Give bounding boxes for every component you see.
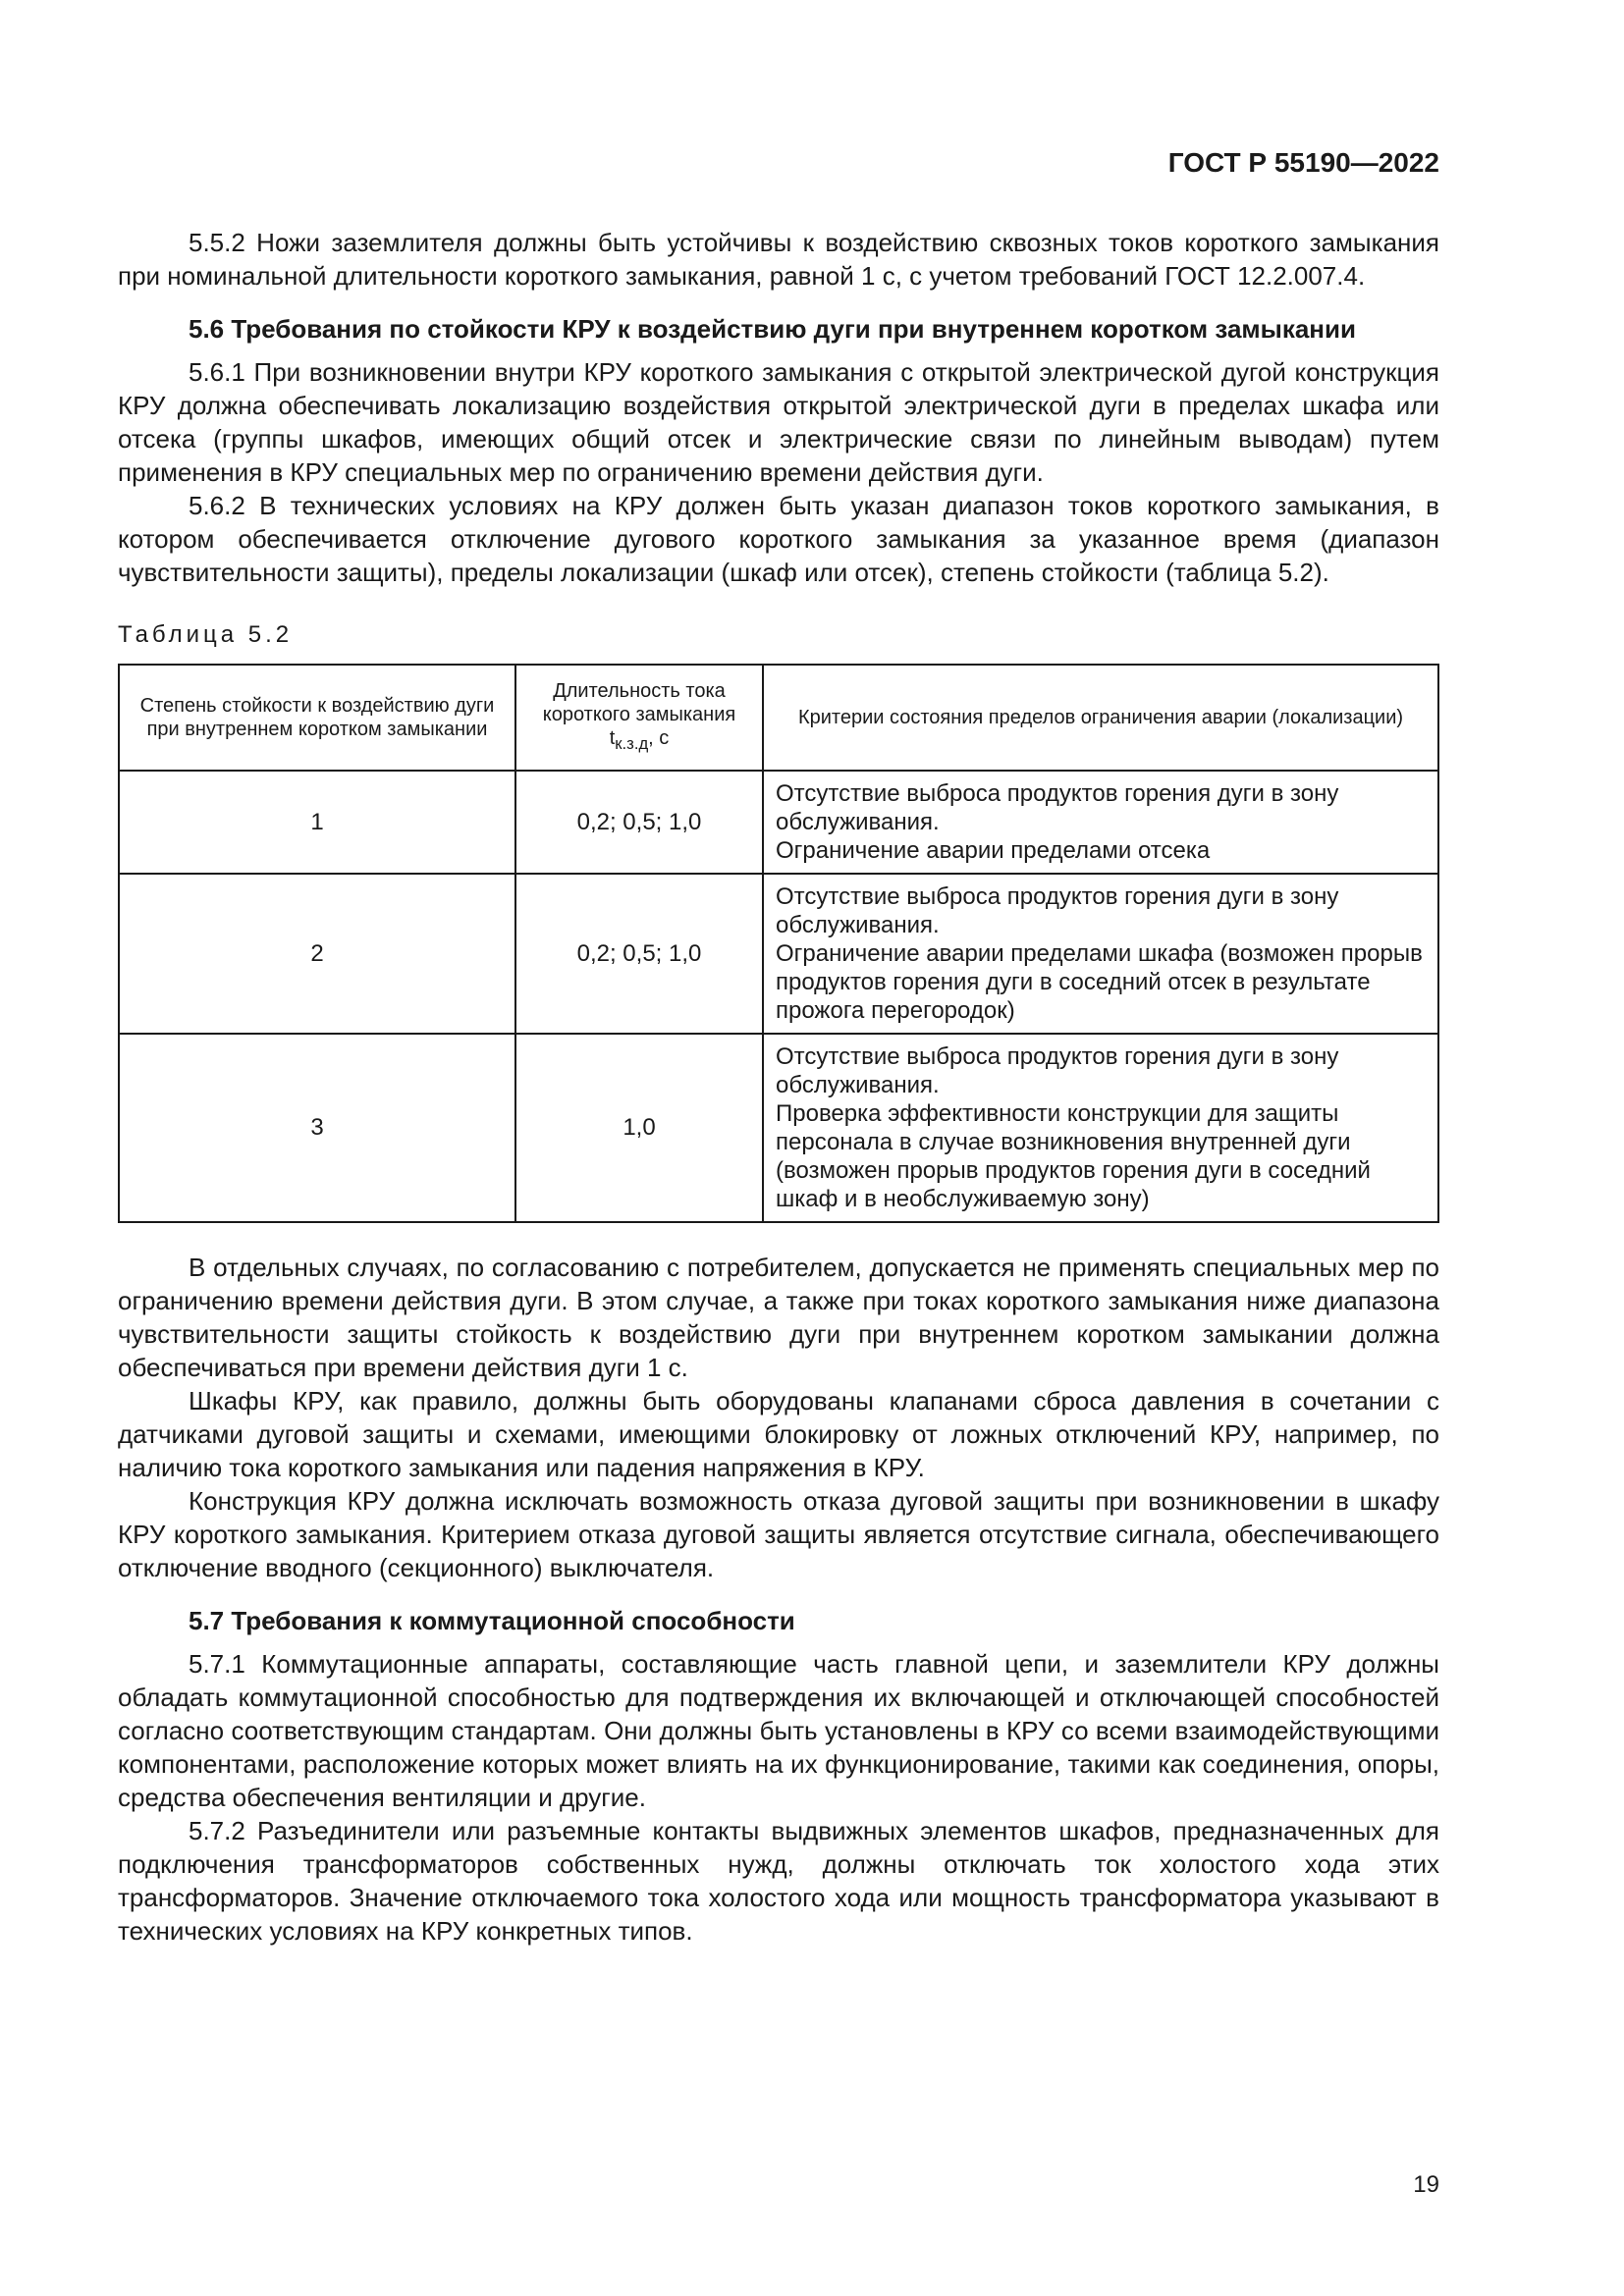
post-table-text — [118, 1251, 1439, 1584]
document-id-header: ГОСТ Р 55190—2022 — [1167, 147, 1439, 178]
cell-duration: 1,0 — [515, 1034, 763, 1222]
criteria-line-1: Отсутствие выброса продуктов горения дуги в зону обслуживания. — [776, 780, 1339, 835]
criteria-line-2: Проверка эффективности конструкции для защиты персонала в случае возникновения внутренней дуги (возможен прорыв продуктов горения дуги в соседний шкаф и в необслуживаемую зону) — [776, 1100, 1371, 1212]
table-row — [119, 874, 1438, 1034]
cell-duration: 0,2; 0,5; 1,0 — [515, 771, 763, 874]
cell-criteria — [763, 771, 1438, 874]
header-duration-main: Длительность тока короткого замыкания t — [542, 680, 736, 749]
criteria-line-1: Отсутствие выброса продуктов горения дуги в зону обслуживания. — [776, 883, 1339, 938]
paragraph-pressure-valves: Шкафы КРУ, как правило, должны быть оборудованы клапанами сброса давления в сочетании с датчиками дуговой защиты и схемами, имеющими блокировку от ложных отключений КРУ, например, по наличию тока короткого замыкания или падения напряжения в КРУ. — [118, 1386, 1439, 1482]
paragraph-arc-protection: Конструкция КРУ должна исключать возможность отказа дуговой защиты при возникновении в шкафу КРУ короткого замыкания. Критерием отказа дуговой защиты является отсутствие сигнала, обеспечивающего отключение вводного (секционного) выключателя. — [118, 1486, 1439, 1582]
section-5-6-title: 5.6 Требования по стойкости КРУ к воздействию дуги при внутреннем коротком замыкании — [189, 314, 1356, 344]
table-5-2 — [118, 664, 1439, 1223]
criteria-line-2: Ограничение аварии пределами отсека — [776, 837, 1211, 864]
header-duration-unit: , с — [648, 727, 670, 749]
table-row — [119, 771, 1438, 874]
paragraph-5-6-1: 5.6.1 При возникновении внутри КРУ короткого замыкания с открытой электрической дугой конструкция КРУ должна обеспечивать локализацию воздействия открытой электрической дуги в пределах шкафа или отсека (группы шкафов, имеющих общий отсек и электрические связи по линейным выводам) путем применения в КРУ специальных мер по ограничению времени действия дуги. — [118, 357, 1439, 487]
cell-degree: 3 — [119, 1034, 515, 1222]
page-number: 19 — [1413, 2171, 1439, 2198]
header-degree: Степень стойкости к воздействию дуги при внутреннем коротком замыкании — [119, 665, 515, 771]
paragraph-special-cases: В отдельных случаях, по согласованию с потребителем, допускается не применять специальных мер по ограничению времени действия дуги. В этом случае, а также при токах короткого замыкания ниже диапазона чувствительности защиты стойкость к воздействию дуги при внутреннем коротком замыкании должна обеспечиваться при времени действия дуги 1 с. — [118, 1253, 1439, 1382]
section-5-7-title: 5.7 Требования к коммутационной способности — [189, 1606, 795, 1635]
table-row — [119, 1034, 1438, 1222]
cell-criteria — [763, 1034, 1438, 1222]
paragraph-5-7-1: 5.7.1 Коммутационные аппараты, составляющие часть главной цепи, и заземлители КРУ должны обладать коммутационной способностью для подтверждения их включающей и отключающей способностей согласно соответствующим стандартам. Они должны быть установлены в КРУ со всеми взаимодействующими компонентами, расположение которых может влиять на их функционирование, такими как соединения, опоры, средства обеспечения вентиляции и другие. — [118, 1649, 1439, 1812]
header-duration-subscript: к.з.д — [615, 734, 649, 753]
cell-degree: 1 — [119, 771, 515, 874]
table-caption: Таблица 5.2 — [118, 621, 294, 648]
table-header-row — [119, 665, 1438, 771]
cell-duration: 0,2; 0,5; 1,0 — [515, 874, 763, 1034]
cell-criteria — [763, 874, 1438, 1034]
paragraph-5-5-2: 5.5.2 Ножи заземлителя должны быть устойчивы к воздействию сквозных токов короткого замыкания при номинальной длительности короткого замыкания, равной 1 с, с учетом требований ГОСТ 12.2.007.4. — [118, 228, 1439, 291]
document-body — [118, 226, 1439, 1948]
paragraph-5-6-2: 5.6.2 В технических условиях на КРУ должен быть указан диапазон токов короткого замыкания, в котором обеспечивается отключение дугового короткого замыкания за указанное время (диапазон чувствительности защиты), пределы локализации (шкаф или отсек), степень стойкости (таблица 5.2). — [118, 491, 1439, 587]
criteria-line-1: Отсутствие выброса продуктов горения дуги в зону обслуживания. — [776, 1043, 1339, 1098]
cell-degree: 2 — [119, 874, 515, 1034]
criteria-line-2: Ограничение аварии пределами шкафа (возможен прорыв продуктов горения дуги в соседний отсек в результате прожога перегородок) — [776, 940, 1423, 1024]
paragraph-5-7-2: 5.7.2 Разъединители или разъемные контакты выдвижных элементов шкафов, предназначенных для подключения трансформаторов собственных нужд, должны отключать ток холостого хода этих трансформаторов. Значение отключаемого тока холостого хода или мощность трансформатора указывают в технических условиях на КРУ конкретных типов. — [118, 1816, 1439, 1946]
header-criteria: Критерии состояния пределов ограничения аварии (локализации) — [763, 665, 1438, 771]
header-duration — [515, 665, 763, 771]
